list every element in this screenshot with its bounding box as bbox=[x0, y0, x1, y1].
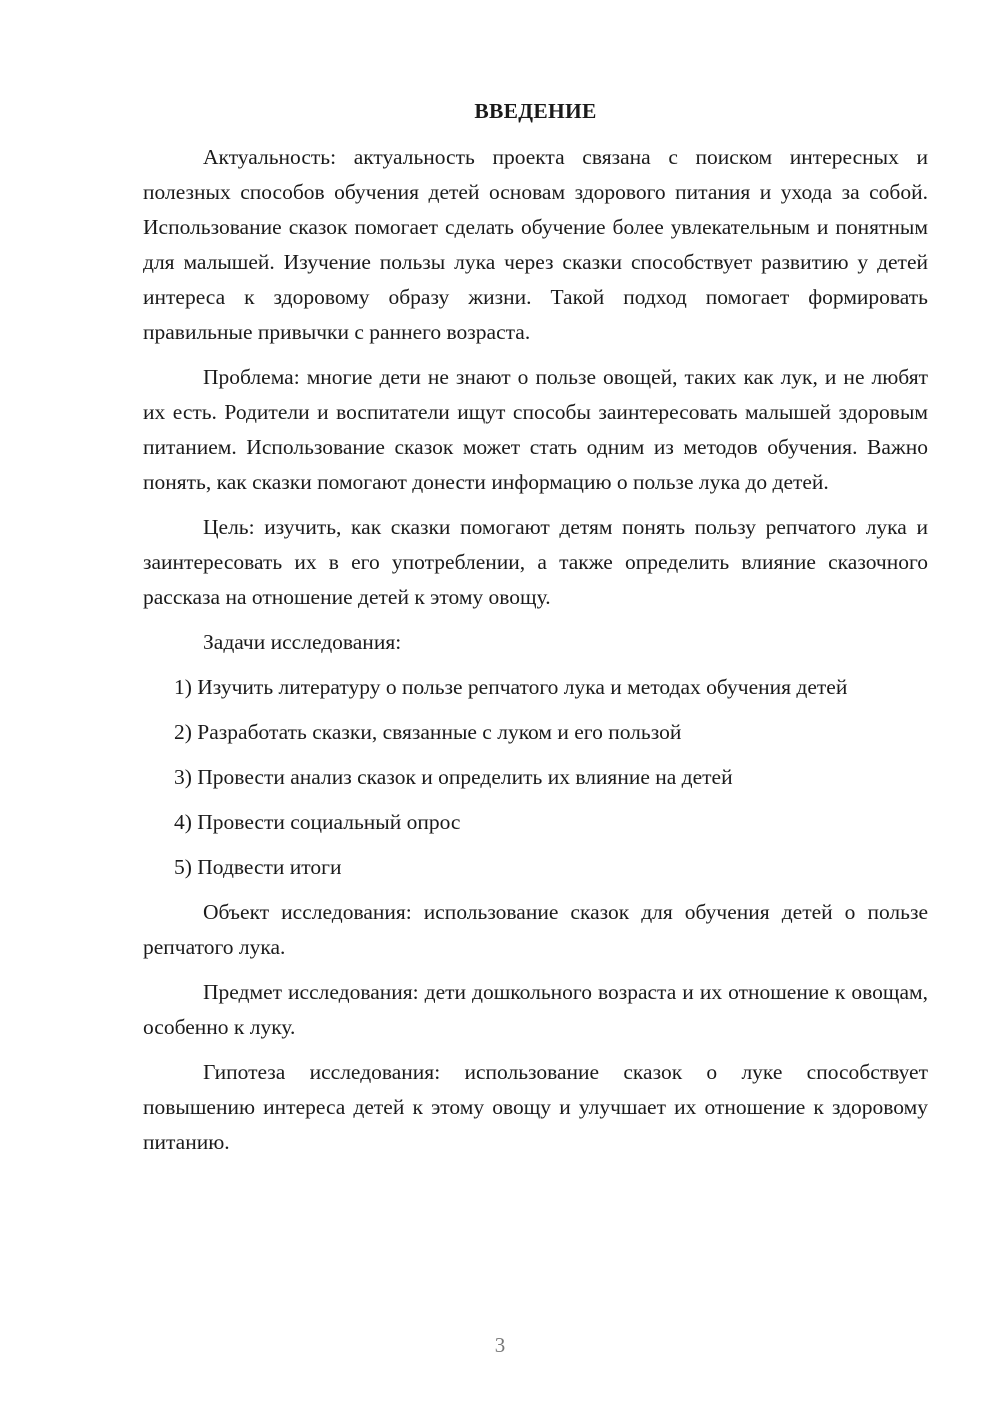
document-page bbox=[143, 96, 928, 1170]
page-number: 3 bbox=[494, 1333, 506, 1357]
subject-paragraph: Предмет исследования: дети дошкольного возраста и их отношение к овощам, особенно к луку. bbox=[143, 980, 928, 1039]
task-item-1: 1) Изучить литературу о пользе репчатого лука и методах обучения детей bbox=[174, 675, 848, 699]
relevance-paragraph: Актуальность: актуальность проекта связана с поиском интересных и полезных способов обучения детей основам здорового питания и ухода за собой. Использование сказок помогает сделать обучение более увлекательным и понятным для малышей. Изучение пользы лука через сказки способствует развитию у детей интереса к здоровому образу жизни. Такой подход помогает формировать правильные привычки с раннего возраста. bbox=[143, 145, 928, 344]
task-item-4: 4) Провести социальный опрос bbox=[174, 810, 461, 834]
task-item-5: 5) Подвести итоги bbox=[174, 855, 342, 879]
task-item-2: 2) Разработать сказки, связанные с луком и его пользой bbox=[174, 720, 682, 744]
problem-paragraph: Проблема: многие дети не знают о пользе овощей, таких как лук, и не любят их есть. Родители и воспитатели ищут способы заинтересовать малышей здоровым питанием. Использование сказок может стать одним из методов обучения. Важно понять, как сказки помогают донести информацию о пользе лука до детей. bbox=[143, 365, 928, 494]
section-title: ВВЕДЕНИЕ bbox=[474, 99, 597, 123]
object-paragraph: Объект исследования: использование сказок для обучения детей о пользе репчатого лука. bbox=[143, 900, 928, 959]
tasks-heading: Задачи исследования: bbox=[203, 630, 402, 654]
goal-paragraph: Цель: изучить, как сказки помогают детям понять пользу репчатого лука и заинтересовать их в его употреблении, а также определить влияние сказочного рассказа на отношение детей к этому овощу. bbox=[143, 515, 928, 609]
hypothesis-paragraph: Гипотеза исследования: использование сказок о луке способствует повышению интереса детей к этому овощу и улучшает их отношение к здоровому питанию. bbox=[143, 1060, 928, 1154]
task-item-3: 3) Провести анализ сказок и определить их влияние на детей bbox=[174, 765, 733, 789]
